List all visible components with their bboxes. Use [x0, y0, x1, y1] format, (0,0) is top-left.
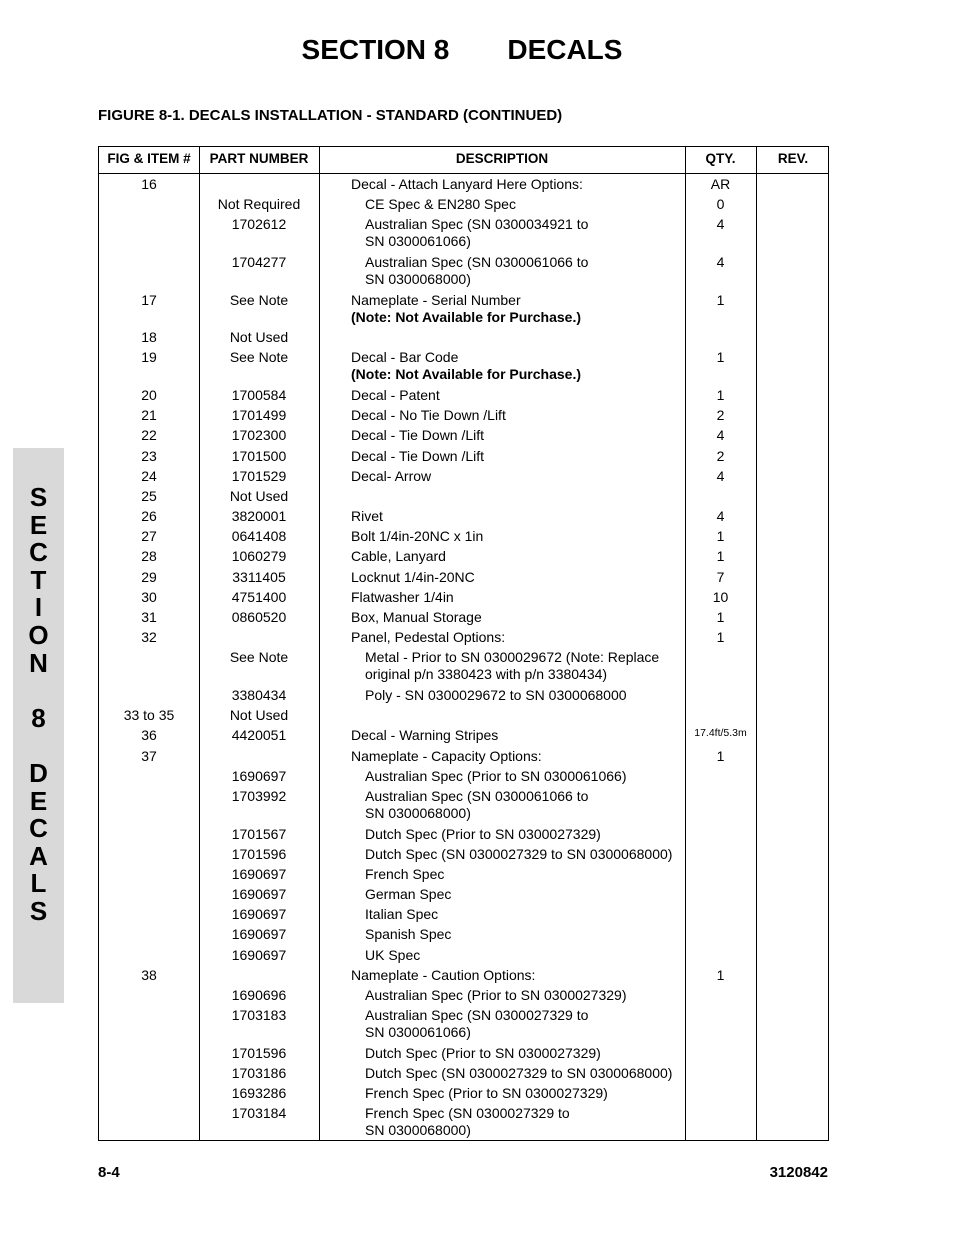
section-label: SECTION 8 — [301, 34, 450, 65]
quantity: 1 — [716, 349, 725, 366]
description — [365, 926, 685, 943]
item-number: 33 to 35 — [123, 707, 175, 724]
description-line: Decal - Bar Code — [351, 349, 459, 366]
part-number: 1703186 — [231, 1064, 287, 1081]
side-tab-letter: L — [30, 868, 47, 899]
description-line: Decal - No Tie Down /Lift — [351, 407, 506, 424]
purchase-note: (Note: Not Available for Purchase.) — [351, 366, 582, 383]
description-line: Panel, Pedestal Options: — [351, 629, 506, 646]
description — [351, 407, 681, 424]
description-line: Poly - SN 0300029672 to SN 0300068000 — [365, 686, 627, 703]
section-side-tab — [13, 448, 64, 1003]
item-number: 24 — [141, 467, 157, 484]
table-row — [99, 648, 830, 686]
description — [365, 1007, 685, 1041]
description-line: French Spec — [365, 865, 445, 882]
table-row — [99, 966, 830, 986]
description-line: Decal - Warning Stripes — [351, 727, 499, 744]
table-row — [99, 686, 830, 706]
table-row — [99, 348, 830, 386]
description-line: Italian Spec — [365, 906, 439, 923]
header-fig-item: FIG & ITEM # — [107, 151, 191, 166]
quantity: 4 — [716, 467, 725, 484]
description — [365, 196, 685, 213]
description — [365, 826, 685, 843]
description — [351, 427, 681, 444]
item-number: 30 — [141, 588, 157, 605]
table-row — [99, 608, 830, 628]
table-row — [99, 406, 830, 426]
table-row — [99, 447, 830, 467]
part-number: 1690696 — [231, 987, 287, 1003]
description — [365, 1105, 685, 1139]
side-tab-letter: A — [29, 840, 48, 871]
part-number: Not Used — [229, 329, 289, 346]
side-tab-letter: E — [29, 509, 48, 540]
description — [351, 748, 681, 765]
part-number: 3311405 — [232, 568, 286, 585]
quantity: 1 — [716, 747, 725, 764]
part-number: 1690697 — [231, 946, 287, 963]
table-row — [99, 588, 830, 608]
part-number: 1693286 — [231, 1085, 287, 1102]
table-row — [99, 845, 830, 865]
description — [351, 629, 681, 646]
section-name: DECALS — [507, 34, 623, 65]
table-row — [99, 986, 830, 1006]
description-line: Australian Spec (Prior to SN 0300061066) — [365, 767, 627, 784]
part-number: Not Used — [229, 707, 289, 724]
item-number: 26 — [141, 508, 157, 525]
description — [365, 1045, 685, 1062]
table-row — [99, 291, 830, 329]
quantity: 7 — [716, 568, 725, 585]
table-row — [99, 467, 830, 487]
description-line: Australian Spec (SN 0300061066 to — [365, 253, 589, 270]
side-tab-letter: C — [29, 537, 48, 568]
side-tab-space — [13, 677, 64, 705]
description — [365, 906, 685, 923]
description-line: French Spec (SN 0300027329 to — [365, 1105, 570, 1122]
table-row — [99, 1006, 830, 1044]
header-qty: QTY. — [705, 151, 736, 166]
description — [365, 788, 685, 822]
part-number: 1690697 — [231, 906, 287, 923]
item-number: 29 — [141, 568, 157, 585]
item-number: 31 — [141, 609, 157, 625]
header-part-number: PART NUMBER — [209, 151, 309, 166]
figure-title: FIGURE 8-1. DECALS INSTALLATION - STANDARD (CONTINUED) — [98, 107, 563, 124]
table-body — [99, 175, 830, 1142]
part-number: 1690697 — [231, 865, 287, 882]
quantity: 1 — [716, 386, 725, 403]
item-number: 37 — [141, 747, 157, 764]
description-line: SN 0300068000) — [365, 1122, 471, 1139]
page-title — [0, 32, 924, 72]
table-row — [99, 628, 830, 648]
table-row — [99, 767, 830, 787]
description — [365, 254, 685, 288]
description-line: Australian Spec (SN 0300034921 to — [365, 216, 589, 233]
description-line: SN 0300068000) — [365, 804, 471, 821]
item-number: 20 — [141, 386, 157, 403]
item-number: 36 — [141, 727, 157, 744]
table-row — [99, 726, 830, 746]
part-number: 1060279 — [231, 548, 287, 565]
item-number: 19 — [141, 349, 157, 366]
quantity: 4 — [716, 427, 725, 444]
side-tab-letter: C — [29, 813, 48, 844]
description — [351, 548, 681, 565]
part-number: 1701500 — [231, 447, 287, 464]
table-row — [99, 507, 830, 527]
table-row — [99, 253, 830, 291]
part-number: 1704277 — [231, 253, 287, 270]
side-tab-letter: O — [28, 619, 49, 650]
item-number: 23 — [141, 447, 157, 464]
part-number: 1701529 — [231, 467, 287, 484]
description-line: Nameplate - Capacity Options: — [351, 747, 542, 764]
table-row — [99, 215, 830, 253]
table-row — [99, 1044, 830, 1064]
description — [365, 768, 685, 785]
description-line: Nameplate - Serial Number — [351, 291, 521, 308]
table-row — [99, 487, 830, 507]
quantity: 4 — [716, 253, 725, 270]
table-row — [99, 885, 830, 905]
description — [365, 886, 685, 903]
quantity: 1 — [716, 966, 725, 983]
table-row — [99, 865, 830, 885]
description-line: Decal - Tie Down /Lift — [351, 427, 485, 444]
page-number: 8-4 — [98, 1164, 120, 1181]
side-tab-letter: 8 — [31, 702, 46, 733]
table-row — [99, 905, 830, 925]
side-tab-space — [13, 732, 64, 760]
part-number: 1701596 — [231, 845, 287, 862]
table-row — [99, 925, 830, 945]
description — [351, 176, 681, 193]
table-row — [99, 328, 830, 348]
part-number: 4420051 — [231, 727, 287, 744]
side-tab-letter: S — [29, 482, 48, 512]
side-tab-letter: S — [29, 895, 48, 926]
description — [351, 349, 681, 383]
item-number: 22 — [141, 427, 157, 444]
description — [351, 468, 681, 485]
part-number: 4751400 — [231, 588, 287, 605]
part-number: Not Required — [217, 196, 301, 213]
description — [351, 448, 681, 465]
description — [365, 649, 685, 683]
side-tab-letter: D — [29, 757, 48, 788]
description-line: Cable, Lanyard — [351, 548, 446, 565]
quantity: 1 — [716, 609, 725, 625]
quantity: 2 — [716, 407, 725, 424]
table-row — [99, 386, 830, 406]
part-number: 1690697 — [231, 926, 287, 943]
part-number: 3820001 — [231, 508, 287, 525]
description — [351, 727, 681, 744]
description-line: Decal - Patent — [351, 386, 440, 403]
description-line: CE Spec & EN280 Spec — [365, 196, 516, 213]
description-line: Rivet — [351, 508, 383, 525]
part-number: Not Used — [229, 487, 289, 504]
description — [351, 528, 681, 545]
table-row — [99, 568, 830, 588]
table-row — [99, 175, 830, 195]
description — [351, 508, 681, 525]
description — [365, 987, 685, 1004]
description — [365, 687, 685, 704]
description-line: original p/n 3380423 with p/n 3380434) — [365, 666, 608, 683]
description — [351, 609, 681, 626]
quantity: 1 — [716, 291, 725, 308]
side-tab-letter: T — [30, 564, 47, 595]
description-line: Australian Spec (SN 0300027329 to — [365, 1007, 589, 1024]
description — [351, 292, 681, 326]
side-tab-text — [13, 484, 64, 926]
item-number: 32 — [141, 629, 157, 646]
part-number: 1703992 — [231, 787, 287, 804]
item-number: 38 — [141, 966, 157, 983]
side-tab-letter: E — [29, 785, 48, 816]
description-line: UK Spec — [365, 946, 421, 963]
part-number: 0641408 — [231, 528, 287, 545]
description-line: German Spec — [365, 886, 452, 903]
part-number: 1690697 — [231, 767, 287, 784]
description-line: Nameplate - Caution Options: — [351, 966, 536, 983]
table-row — [99, 426, 830, 446]
item-number: 28 — [141, 548, 157, 565]
description-line: Decal - Attach Lanyard Here Options: — [351, 176, 583, 192]
parts-table — [98, 146, 829, 1141]
description-line: SN 0300061066) — [365, 233, 471, 250]
description-line: SN 0300061066) — [365, 1024, 471, 1041]
side-tab-letter: I — [34, 592, 43, 623]
description-line: Locknut 1/4in-20NC — [351, 568, 475, 585]
part-number: 1702300 — [231, 427, 287, 444]
part-number: 3380434 — [231, 686, 287, 703]
quantity: 17.4ft/5.3m — [694, 727, 747, 740]
item-number: 16 — [141, 176, 157, 192]
item-number: 21 — [141, 407, 157, 424]
part-number: 1690697 — [231, 886, 287, 903]
purchase-note: (Note: Not Available for Purchase.) — [351, 308, 582, 325]
quantity: 1 — [716, 548, 725, 565]
description-line: Bolt 1/4in-20NC x 1in — [351, 528, 484, 545]
description-line: Australian Spec (SN 0300061066 to — [365, 787, 589, 804]
description — [365, 866, 685, 883]
table-row — [99, 547, 830, 567]
description-line: Dutch Spec (SN 0300027329 to SN 0300068000) — [365, 845, 673, 862]
description-line: Australian Spec (Prior to SN 0300027329) — [365, 987, 627, 1003]
item-number: 25 — [141, 487, 157, 504]
quantity: 10 — [712, 588, 729, 605]
side-tab-letter: N — [29, 647, 48, 678]
item-number: 27 — [141, 528, 157, 545]
part-number: 1701567 — [231, 825, 287, 842]
part-number: 1703183 — [231, 1007, 287, 1024]
description-line: Box, Manual Storage — [351, 609, 482, 625]
document-number: 3120842 — [769, 1164, 828, 1181]
item-number: 17 — [141, 291, 157, 308]
header-description: DESCRIPTION — [455, 151, 549, 166]
part-number: 1700584 — [231, 386, 287, 403]
description-line: Dutch Spec (Prior to SN 0300027329) — [365, 1044, 601, 1061]
table-row — [99, 946, 830, 966]
description-line: Metal - Prior to SN 0300029672 (Note: Replace — [365, 649, 660, 666]
quantity: 2 — [716, 447, 725, 464]
part-number: 0860520 — [231, 609, 287, 625]
description-line: Decal- Arrow — [351, 467, 432, 484]
description — [365, 1065, 685, 1082]
quantity: 1 — [716, 528, 725, 545]
description-line: SN 0300068000) — [365, 270, 471, 287]
quantity: 0 — [716, 196, 725, 213]
part-number: See Note — [229, 649, 289, 666]
table-row — [99, 1064, 830, 1084]
description — [351, 569, 681, 586]
table-row — [99, 747, 830, 767]
description-line: Decal - Tie Down /Lift — [351, 447, 485, 464]
quantity: 1 — [716, 629, 725, 646]
description — [365, 216, 685, 250]
part-number: 1703184 — [231, 1105, 287, 1122]
table-row — [99, 195, 830, 215]
description-line: Dutch Spec (Prior to SN 0300027329) — [365, 825, 601, 842]
part-number: 1701499 — [231, 407, 287, 424]
table-row — [99, 1104, 830, 1142]
table-row — [99, 825, 830, 845]
part-number: 1702612 — [231, 216, 287, 233]
description — [365, 1085, 685, 1102]
table-row — [99, 706, 830, 726]
description-line: Spanish Spec — [365, 926, 452, 943]
table-row — [99, 787, 830, 825]
description — [351, 967, 681, 984]
header-rev: REV. — [777, 151, 809, 166]
description — [351, 387, 681, 404]
description-line: French Spec (Prior to SN 0300027329) — [365, 1085, 608, 1102]
item-number: 18 — [141, 329, 157, 346]
description-line: Flatwasher 1/4in — [351, 588, 454, 605]
table-row — [99, 527, 830, 547]
part-number: 1701596 — [231, 1044, 287, 1061]
description — [365, 846, 685, 863]
quantity: 4 — [716, 216, 725, 233]
part-number: See Note — [229, 291, 289, 308]
description — [351, 589, 681, 606]
description — [365, 947, 685, 964]
table-row — [99, 1084, 830, 1104]
quantity: AR — [710, 176, 731, 192]
description-line: Dutch Spec (SN 0300027329 to SN 0300068000) — [365, 1064, 673, 1081]
part-number: See Note — [229, 349, 289, 366]
quantity: 4 — [716, 508, 725, 525]
